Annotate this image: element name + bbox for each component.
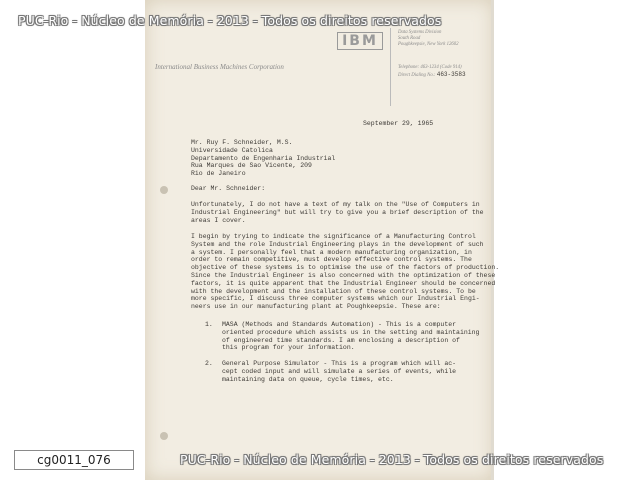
salutation: Dear Mr. Schneider:: [191, 185, 266, 192]
direct-dialing-label: Direct Dialing No.:: [398, 73, 436, 78]
list-item: [222, 360, 456, 383]
text-line: Since the Industrial Engineer is also concerned with the optimization of these: [191, 271, 496, 279]
recipient-line: Departamento de Engenharia Industrial: [191, 154, 336, 162]
watermark-top: PUC-Rio - Núcleo de Memória - 2013 - Todos os direitos reservados: [18, 13, 442, 28]
address-line: Data Systems Division: [398, 30, 442, 35]
text-line: order to remain competitive, must develop effective control systems. The: [191, 256, 472, 264]
text-line: of engineered time standards. I am enclosing a description of: [222, 336, 460, 344]
text-line: with the development and the installation of these control systems. To be: [191, 287, 476, 295]
direct-dialing: [398, 72, 466, 79]
text-line: more specific, I discuss three computer systems which our Industrial Engi-: [191, 295, 480, 303]
text-line: maintaining data on queue, cycle times, etc.: [222, 375, 394, 383]
direct-dialing-number: 463-3583: [436, 71, 466, 78]
text-line: Industrial Engineering" but will try to give you a brief description of the: [191, 208, 484, 216]
punch-hole: [160, 186, 168, 194]
text-line: factors, it is quite apparent that the Industrial Engineer should be concerned: [191, 279, 496, 287]
text-line: neers use in our manufacturing plant at Poughkeepsie. These are:: [191, 303, 441, 311]
ibm-logo: IBM: [337, 32, 383, 50]
item-number: 2.: [205, 360, 213, 367]
paragraph-1: [191, 201, 484, 224]
list-item: [222, 321, 479, 352]
address-line: South Road: [398, 36, 421, 41]
text-line: a system. I personally feel that a modern manufacturing organization, in: [191, 248, 472, 256]
text-line: General Purpose Simulator - This is a program which will ac-: [222, 360, 457, 367]
text-line: objective of these systems is to optimise the use of the factors of production.: [191, 264, 500, 272]
paragraph-2: [191, 233, 499, 311]
text-line: Unfortunately, I do not have a text of my talk on the "Use of Computers in: [191, 201, 480, 208]
image-identifier: cg0011_076: [14, 450, 134, 470]
telephone: Telephone: 463-1234 (Code 914): [398, 65, 462, 70]
text-line: areas I cover.: [191, 216, 246, 224]
company-name: International Business Machines Corporation: [155, 63, 284, 71]
address-block: [398, 30, 459, 48]
text-line: System and the role Industrial Engineering plays in the development of such: [191, 240, 484, 248]
recipient-line: Mr. Ruy F. Schneider, M.S.: [191, 139, 293, 146]
letterhead-divider: [390, 28, 391, 106]
text-line: oriented procedure which assists us in the setting and maintaining: [222, 328, 480, 336]
address-line: Poughkeepsie, New York 12602: [398, 42, 459, 47]
item-number: 1.: [205, 321, 213, 328]
text-line: MASA (Methods and Standards Automation) - This is a computer: [222, 321, 457, 328]
punch-hole: [160, 432, 168, 440]
recipient-line: Rua Marques de Sao Vicente, 209: [191, 162, 312, 170]
recipient-address: [191, 139, 335, 178]
recipient-line: Universidade Catolica: [191, 146, 273, 154]
watermark-bottom: PUC-Rio - Núcleo de Memória - 2013 - Todos os direitos reservados: [180, 452, 604, 467]
text-line: cept coded input and will simulate a series of events, while: [222, 367, 457, 375]
recipient-line: Rio de Janeiro: [191, 170, 246, 178]
text-line: this program for your information.: [222, 344, 355, 352]
text-line: I begin by trying to indicate the significance of a Manufacturing Control: [191, 233, 476, 240]
letter-date: September 29, 1965: [363, 120, 434, 127]
